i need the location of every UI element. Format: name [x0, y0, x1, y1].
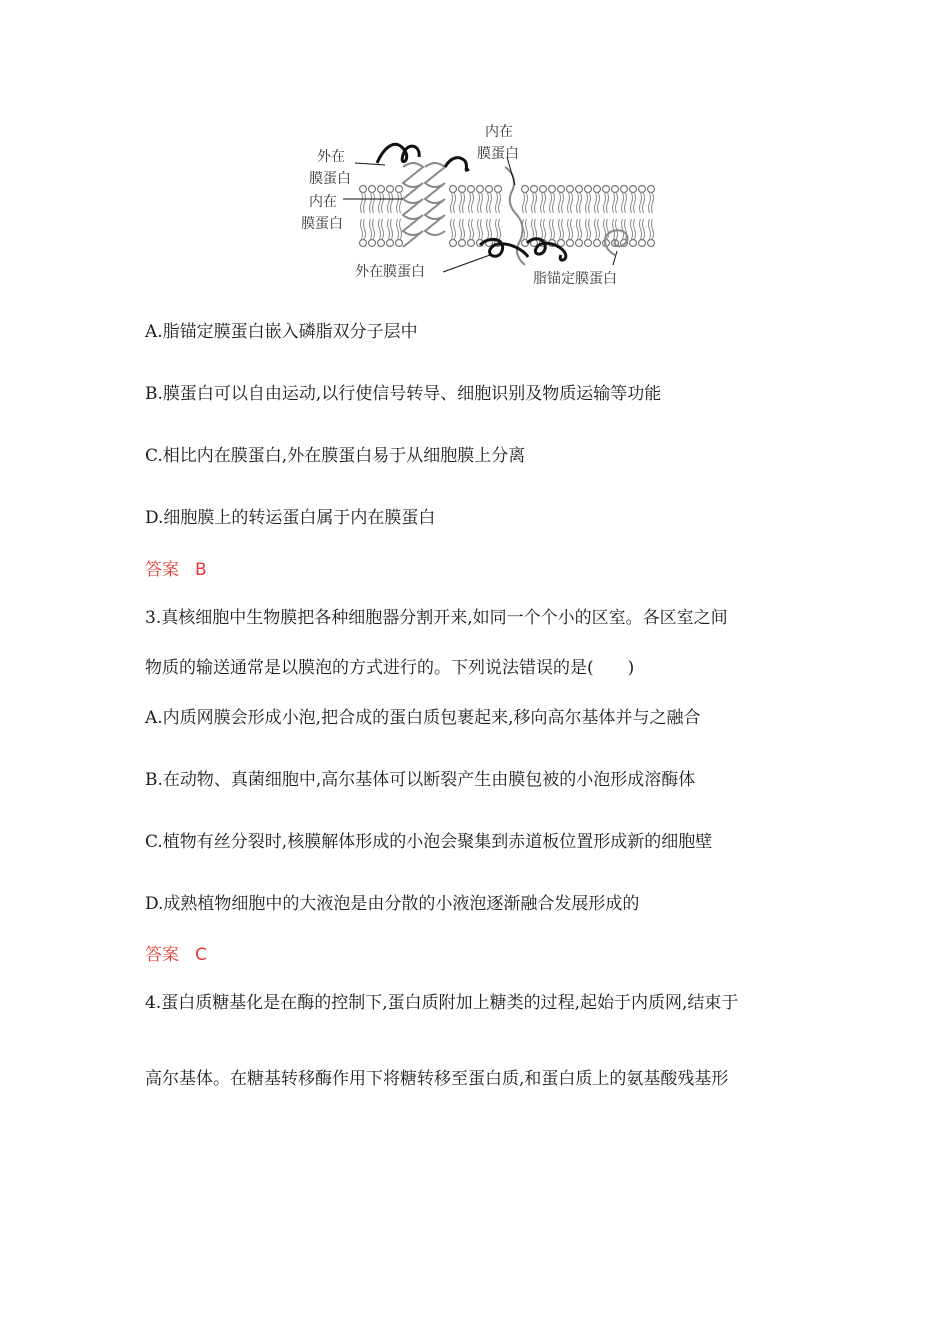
q2-option-d: D.细胞膜上的转运蛋白属于内在膜蛋白 — [145, 508, 436, 528]
q3-answer-value: C — [195, 945, 207, 965]
q3-option-d: D.成熟植物细胞中的大液泡是由分散的小液泡逐渐融合发展形成的 — [145, 894, 640, 914]
q2-option-c: C.相比内在膜蛋白,外在膜蛋白易于从细胞膜上分离 — [145, 446, 526, 466]
q3-option-c: C.植物有丝分裂时,核膜解体形成的小泡会聚集到赤道板位置形成新的细胞壁 — [145, 832, 713, 852]
membrane-diagram — [295, 115, 665, 295]
label-outer-protein-bottom: 外在膜蛋白 — [355, 264, 425, 280]
q3-stem-line-1: 3.真核细胞中生物膜把各种细胞器分割开来,如同一个个小的区室。各区室之间 — [145, 608, 728, 628]
label-inner-protein-left-1: 内在 — [309, 194, 337, 210]
q2-answer-label: 答案 — [145, 560, 179, 580]
integral-protein-left — [403, 163, 423, 247]
q2-answer-value: B — [195, 560, 207, 580]
label-outer-protein-left-1: 外在 — [317, 149, 345, 165]
q3-answer-label: 答案 — [145, 945, 179, 965]
label-outer-protein-left-2: 膜蛋白 — [309, 171, 351, 187]
q2-option-a: A.脂锚定膜蛋白嵌入磷脂双分子层中 — [145, 322, 418, 342]
q3-option-b: B.在动物、真菌细胞中,高尔基体可以断裂产生由膜包被的小泡形成溶酶体 — [145, 770, 696, 790]
q3-stem-line-2: 物质的输送通常是以膜泡的方式进行的。下列说法错误的是( ) — [145, 658, 635, 678]
lipid-anchored-protein — [605, 230, 628, 255]
label-lipid-anchored-protein: 脂锚定膜蛋白 — [533, 271, 617, 287]
q4-stem-line-1: 4.蛋白质糖基化是在酶的控制下,蛋白质附加上糖类的过程,起始于内质网,结束于 — [145, 993, 739, 1013]
q3-answer — [145, 943, 207, 967]
label-inner-protein-left-2: 膜蛋白 — [301, 216, 343, 232]
label-inner-protein-top-1: 内在 — [485, 124, 513, 140]
q2-option-b: B.膜蛋白可以自由运动,以行使信号转导、细胞识别及物质运输等功能 — [145, 384, 662, 404]
q3-option-a: A.内质网膜会形成小泡,把合成的蛋白质包裹起来,移向高尔基体并与之融合 — [145, 708, 701, 728]
integral-protein-left-2 — [425, 163, 445, 235]
label-inner-protein-top-2: 膜蛋白 — [477, 146, 519, 162]
q4-stem-line-2: 高尔基体。在糖基转移酶作用下将糖转移至蛋白质,和蛋白质上的氨基酸残基形 — [145, 1069, 729, 1089]
q2-answer — [145, 558, 207, 582]
membrane-protein-figure — [295, 115, 665, 295]
